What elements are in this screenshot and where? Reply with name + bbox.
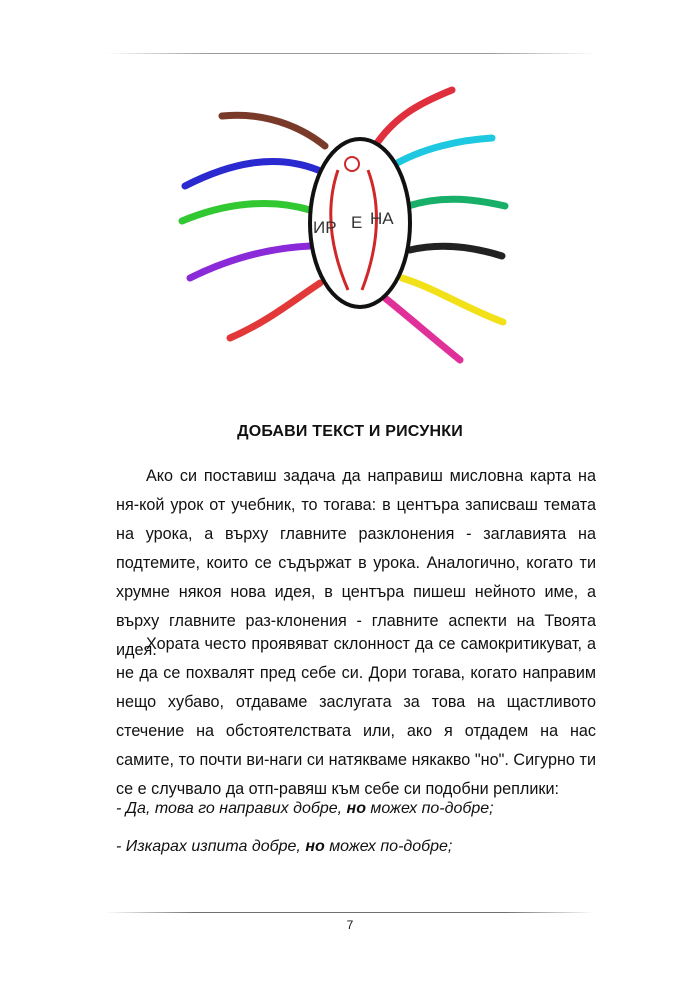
section-heading: ДОБАВИ ТЕКСТ И РИСУНКИ <box>237 423 463 440</box>
footer-rule <box>0 912 700 913</box>
example-line-2 <box>116 838 452 856</box>
center-label-mid: Е <box>351 213 363 232</box>
example-1-bold: но <box>346 800 366 817</box>
example-2-after: можех по-добре; <box>324 838 453 855</box>
branch-teal <box>408 199 505 206</box>
branch-magenta <box>385 298 460 360</box>
paragraph-1: Ако си поставиш задача да направиш мисловна карта на ня-кой урок от учебник, то тогава: в центъра записваш темата на урока, а върху главните разклонения - заглавията на подтемите, които се съдържат в урока. Аналогично, когато ти хрумне някоя нова идея, в центъра пишеш нейното име, а върху главните раз-клонения - главните аспекти на Твоята идея. <box>116 467 596 659</box>
center-label-right: НА <box>370 209 394 228</box>
branch-brown <box>222 115 325 146</box>
branch-black <box>410 246 502 256</box>
branch-red <box>230 283 320 338</box>
example-1-before: - Да, това го направих добре, <box>116 800 347 817</box>
paragraph-2: Хората често проявяват склонност да се самокритикуват, а не да се похвалят пред себе си. Дори тогава, когато направим нещо хубаво, отдаваме заслугата за това на щастливото стечение на обстоятелствата или, ако я отдадем на нас самите, то почти ви-наги си натякваме някакво "но". Сигурно ти се е случвало да отп-равяш към себе си подобни реплики: <box>116 635 596 798</box>
page-number: 7 <box>346 918 354 932</box>
example-2-before: - Изкарах изпита добре, <box>116 838 306 855</box>
branch-blue <box>185 161 318 186</box>
mind-map-drawing <box>170 78 530 368</box>
branch-purple <box>190 246 310 278</box>
center-label-left: ИР <box>313 218 337 237</box>
branch-yellow <box>402 278 503 322</box>
example-1-after: можех по-добре; <box>365 800 494 817</box>
branch-crimson <box>375 90 452 146</box>
header-rule <box>0 53 700 54</box>
branch-green <box>182 203 310 221</box>
example-line-1 <box>116 800 494 818</box>
branch-cyan <box>392 138 492 166</box>
example-2-bold: но <box>305 838 325 855</box>
